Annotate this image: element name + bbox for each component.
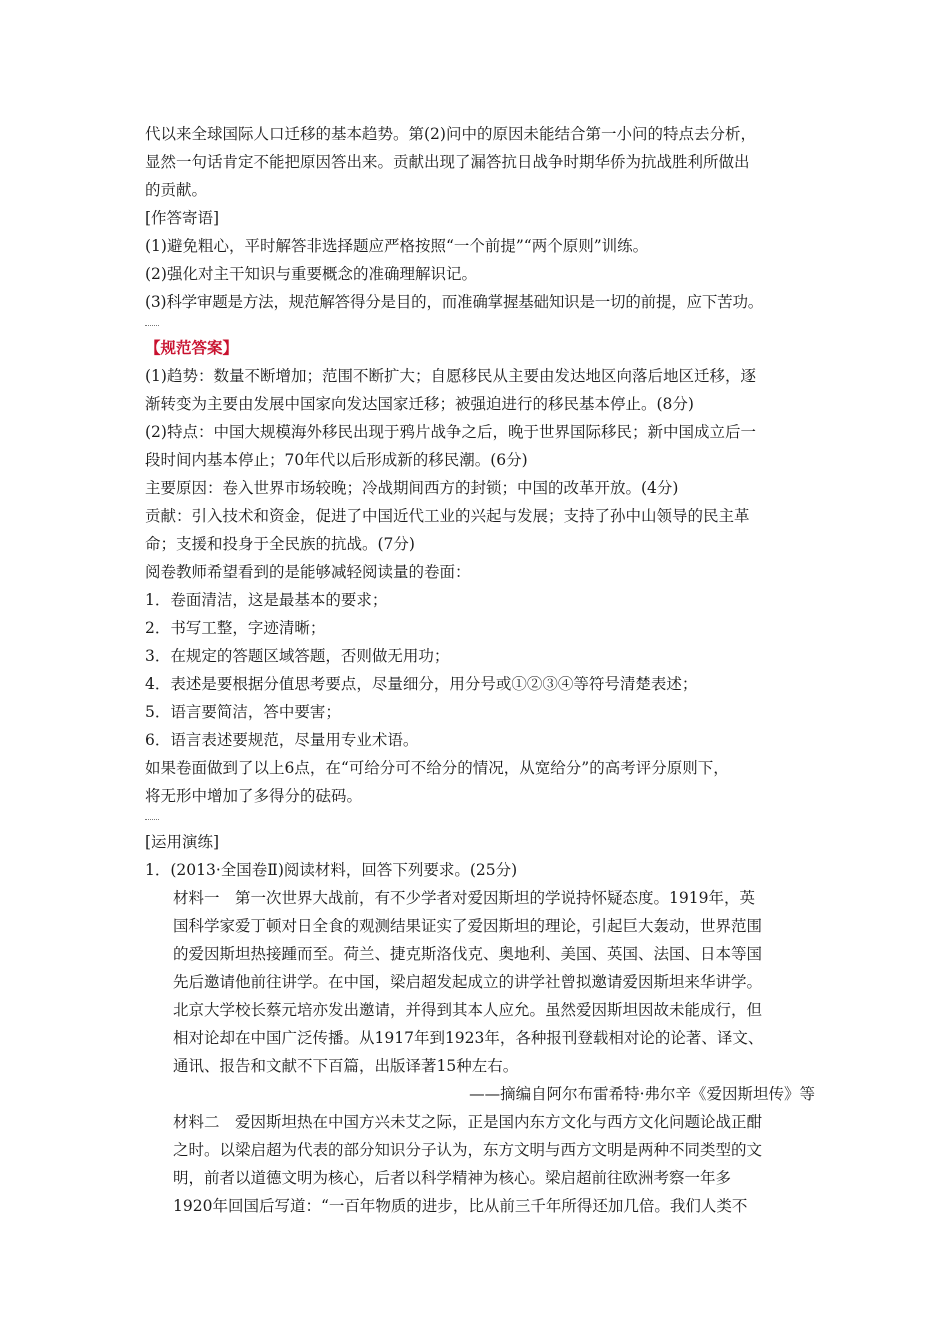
list-item: 1．卷面清洁，这是最基本的要求； (145, 591, 388, 609)
analysis-section (145, 120, 815, 316)
text-line: 国科学家爱丁顿对日全食的观测结果证实了爱因斯坦的理论，引起巨大轰动，世界范围 (173, 917, 763, 935)
text-line: 1920年回国后写道：“一百年物质的进步，比从前三千年所得还加几倍。我们人类不 (173, 1197, 748, 1215)
material-one (145, 884, 815, 1108)
dotted-separator (145, 316, 815, 334)
text-line: 段时间内基本停止；70年代以后形成新的移民潮。(6分) (145, 451, 528, 469)
list-item: 6．语言表述要规范，尽量用专业术语。 (145, 731, 419, 749)
text-line: 的贡献。 (145, 181, 208, 199)
text-line: 北京大学校长蔡元培亦发出邀请，并得到其本人应允。虽然爱因斯坦因故未能成行，但 (173, 1001, 763, 1019)
section-label: [运用演练] (145, 833, 220, 851)
text-line: 主要原因：卷入世界市场较晚；冷战期间西方的封锁；中国的改革开放。(4分) (145, 479, 679, 497)
text-line: 先后邀请他前往讲学。在中国，梁启超发起成立的讲学社曾拟邀请爱因斯坦来华讲学。 (173, 973, 763, 991)
text-line: 阅卷教师希望看到的是能够减轻阅读量的卷面： (145, 563, 471, 581)
text-line: 贡献：引入技术和资金，促进了中国近代工业的兴起与发展；支持了孙中山领导的民主革 (145, 507, 750, 525)
question-title: 1．(2013·全国卷Ⅱ)阅读材料，回答下列要求。(25分) (145, 861, 518, 879)
text-line: 将无形中增加了多得分的砝码。 (145, 787, 363, 805)
text-line: 相对论却在中国广泛传播。从1917年到1923年，各种报刊登载相对论的论著、译文、 (173, 1029, 764, 1047)
list-item: 3．在规定的答题区域答题，否则做无用功； (145, 647, 450, 665)
list-item: 5．语言要简洁，答中要害； (145, 703, 341, 721)
text-line: 材料二 爱因斯坦热在中国方兴未艾之际，正是国内东方文化与西方文化问题论战正酣 (173, 1113, 763, 1131)
material-two (145, 1108, 815, 1220)
text-line: 显然一句话肯定不能把原因答出来。贡献出现了漏答抗日战争时期华侨为抗战胜利所做出 (145, 153, 750, 171)
list-item: 4．表述是要根据分值思考要点，尽量细分，用分号或①②③④等符号清楚表述； (145, 675, 698, 693)
text-line: (1)趋势：数量不断增加；范围不断扩大；自愿移民从主要由发达地区向落后地区迁移，逐 (145, 367, 756, 385)
dotted-separator (145, 810, 815, 828)
list-item: 2．书写工整，字迹清晰； (145, 619, 326, 637)
section-heading: 【规范答案】 (145, 338, 239, 357)
section-label: [作答寄语] (145, 209, 220, 227)
text-line: (3)科学审题是方法，规范解答得分是目的，而准确掌握基础知识是一切的前提，应下苦功。 (145, 293, 764, 311)
text-line: 的爱因斯坦热接踵而至。荷兰、捷克斯洛伐克、奥地利、美国、英国、法国、日本等国 (173, 945, 763, 963)
practice-section (145, 828, 815, 1220)
source-citation: ——摘编自阿尔布雷希特·弗尔辛《爱因斯坦传》等 (469, 1085, 815, 1103)
text-line: 材料一 第一次世界大战前，有不少学者对爱因斯坦的学说持怀疑态度。1919年，英 (173, 889, 755, 907)
text-line: (2)特点：中国大规模海外移民出现于鸦片战争之后，晚于世界国际移民；新中国成立后一 (145, 423, 756, 441)
text-line: 代以来全球国际人口迁移的基本趋势。第(2)问中的原因未能结合第一小问的特点去分析， (145, 125, 756, 143)
text-line: 如果卷面做到了以上6点，在“可给分可不给分的情况，从宽给分”的高考评分原则下， (145, 759, 729, 777)
standard-answer-section (145, 334, 815, 810)
text-line: (2)强化对主干知识与重要概念的准确理解识记。 (145, 265, 477, 283)
text-line: 明，前者以道德文明为核心，后者以科学精神为核心。梁启超前往欧洲考察一年多 (173, 1169, 732, 1187)
text-line: 通讯、报告和文献不下百篇，出版译著15种左右。 (173, 1057, 519, 1075)
document-page (145, 120, 815, 1220)
text-line: (1)避免粗心，平时解答非选择题应严格按照“一个前提”“两个原则”训练。 (145, 237, 649, 255)
text-line: 命；支援和投身于全民族的抗战。(7分) (145, 535, 415, 553)
text-line: 之时。以梁启超为代表的部分知识分子认为，东方文明与西方文明是两种不同类型的文 (173, 1141, 763, 1159)
text-line: 渐转变为主要由发展中国家向发达国家迁移；被强迫进行的移民基本停止。(8分) (145, 395, 694, 413)
